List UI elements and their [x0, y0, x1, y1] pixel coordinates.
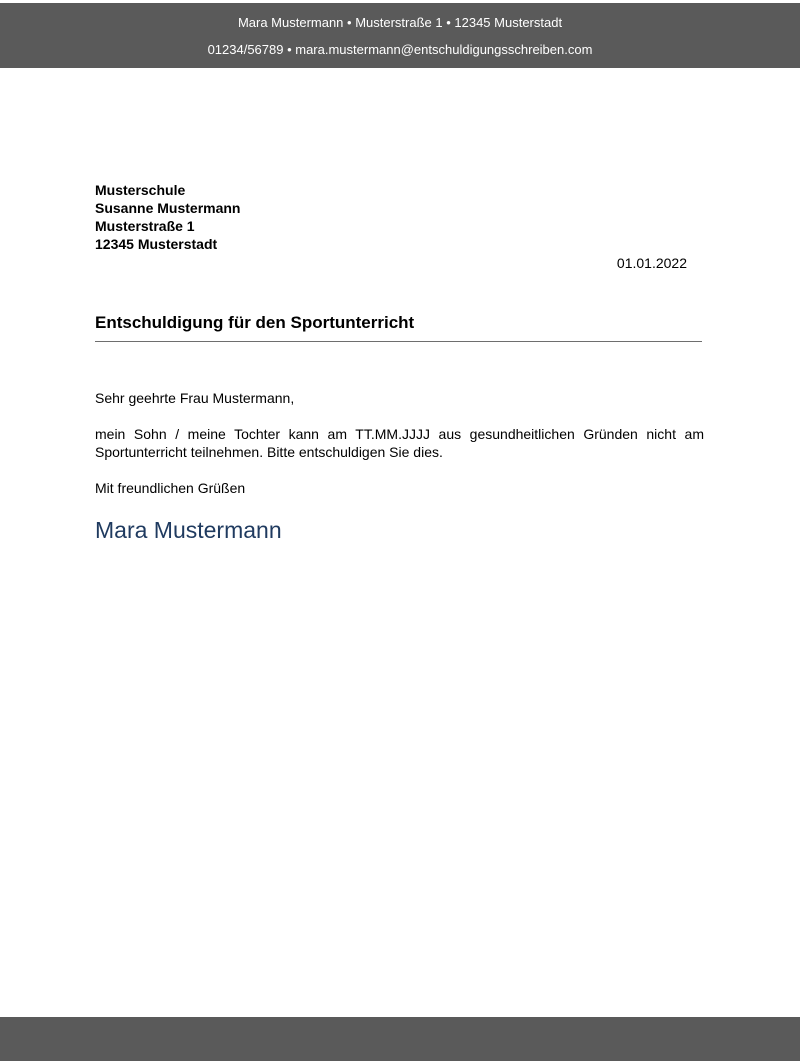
sender-header-band	[0, 3, 800, 68]
footer-band	[0, 1017, 800, 1061]
recipient-address-block	[95, 181, 240, 253]
sender-address-line: Mara Mustermann • Musterstraße 1 • 12345 Musterstadt	[237, 15, 563, 30]
recipient-city: 12345 Musterstadt	[95, 236, 218, 252]
letter-salutation: Sehr geehrte Frau Mustermann,	[95, 390, 295, 406]
letter-body-paragraph: mein Sohn / meine Tochter kann am TT.MM.JJJJ aus gesundheitlichen Gründen nicht am Sportunterricht teilnehmen. Bitte entschuldigen Sie dies.	[95, 426, 704, 460]
recipient-name: Susanne Mustermann	[95, 200, 241, 216]
signature-name: Mara Mustermann	[95, 517, 282, 543]
sender-contact-line: 01234/56789 • mara.mustermann@entschuldigungsschreiben.com	[207, 42, 593, 57]
recipient-institution: Musterschule	[95, 182, 186, 198]
subject-divider	[95, 341, 702, 342]
recipient-street: Musterstraße 1	[95, 218, 195, 234]
letter-subject: Entschuldigung für den Sportunterricht	[95, 313, 415, 332]
letter-closing: Mit freundlichen Grüßen	[95, 480, 246, 496]
letter-date: 01.01.2022	[616, 255, 687, 271]
